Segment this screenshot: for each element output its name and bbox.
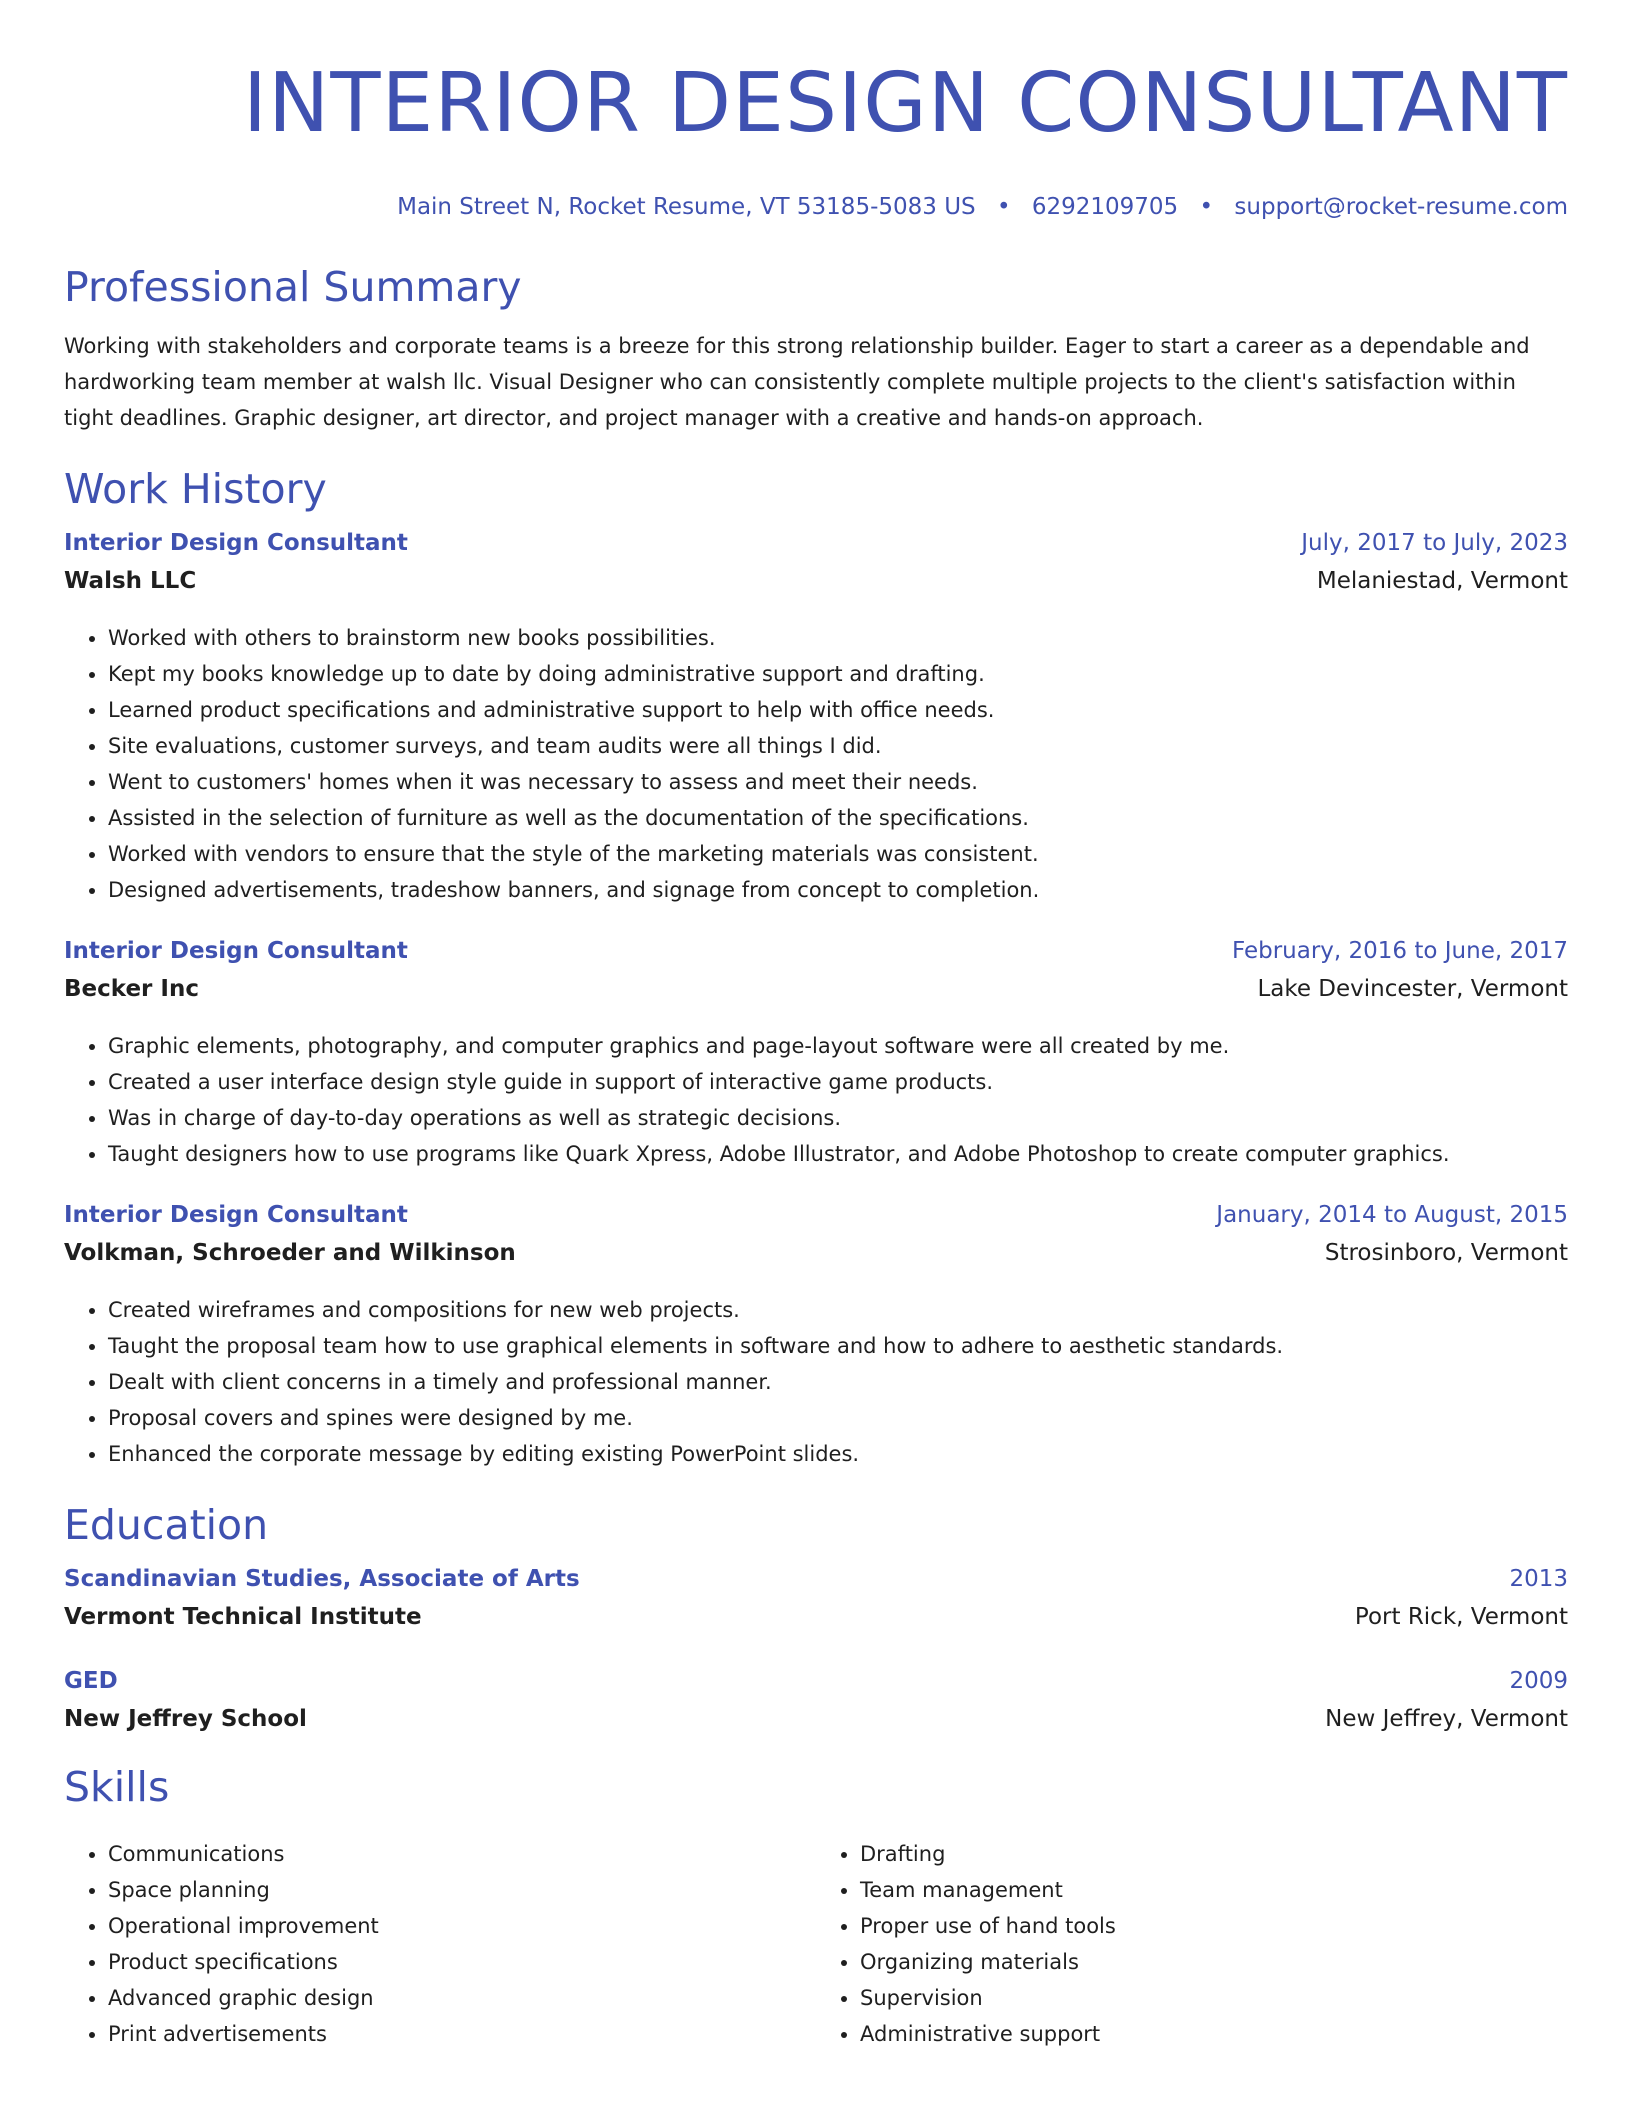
section-heading: Work History — [64, 465, 327, 513]
job-title: Interior Design Consultant — [64, 938, 408, 964]
work-history-section — [64, 464, 1568, 1472]
section-heading: Skills — [64, 1763, 170, 1811]
skill-item: • Advanced graphic design — [108, 1980, 816, 2016]
separator-dot: • — [996, 194, 1011, 220]
job-location: Strosinboro, Vermont — [1324, 1240, 1568, 1266]
skill-item: • Administrative support — [860, 2016, 1568, 2052]
separator-dot: • — [1199, 194, 1214, 220]
list-item: • Created a user interface design style guide in support of interactive game products. — [108, 1064, 1568, 1100]
list-item: • Taught the proposal team how to use graphical elements in software and how to adhere to aesthetic standards. — [108, 1328, 1568, 1364]
degree: Scandinavian Studies, Associate of Arts — [64, 1566, 580, 1592]
job-entry — [64, 528, 1568, 908]
job-bullets — [64, 1028, 1568, 1172]
job-location: Melaniestad, Vermont — [1316, 568, 1568, 594]
list-item: • Created wireframes and compositions for new web projects. — [108, 1292, 1568, 1328]
address: Main Street N, Rocket Resume, VT 53185-5083 US — [397, 194, 976, 220]
school-name: Vermont Technical Institute — [64, 1604, 422, 1630]
school-location: New Jeffrey, Vermont — [1325, 1706, 1568, 1732]
list-item: • Dealt with client concerns in a timely and professional manner. — [108, 1364, 1568, 1400]
job-bullets — [64, 1292, 1568, 1472]
job-company-row — [64, 566, 1568, 596]
email-link[interactable]: support@rocket-resume.com — [1234, 194, 1568, 220]
list-item: • Graphic elements, photography, and computer graphics and page-layout software were all created by me. — [108, 1028, 1568, 1064]
list-item: • Was in charge of day-to-day operations as well as strategic decisions. — [108, 1100, 1568, 1136]
school-name: New Jeffrey School — [64, 1706, 307, 1732]
skill-item: • Product specifications — [108, 1944, 816, 1980]
school-location: Port Rick, Vermont — [1354, 1604, 1568, 1630]
skill-item: • Team management — [860, 1872, 1568, 1908]
list-item: • Worked with vendors to ensure that the style of the marketing materials was consistent. — [108, 836, 1568, 872]
skills-list-right — [816, 1836, 1568, 2052]
job-bullets — [64, 620, 1568, 908]
summary-section — [64, 262, 1568, 436]
list-item: • Proposal covers and spines were designed by me. — [108, 1400, 1568, 1436]
job-title: Interior Design Consultant — [64, 1202, 408, 1228]
company-name: Volkman, Schroeder and Wilkinson — [64, 1240, 516, 1266]
job-company-row — [64, 1238, 1568, 1268]
skills-columns — [64, 1836, 1568, 2052]
job-location: Lake Devincester, Vermont — [1257, 976, 1568, 1002]
list-item: • Enhanced the corporate message by editing existing PowerPoint slides. — [108, 1436, 1568, 1472]
section-heading: Professional Summary — [64, 263, 522, 311]
job-header-row — [64, 936, 1568, 966]
list-item: • Site evaluations, customer surveys, and team audits were all things I did. — [108, 728, 1568, 764]
skill-item: • Print advertisements — [108, 2016, 816, 2052]
education-school-row — [64, 1704, 1568, 1734]
skill-item: • Drafting — [860, 1836, 1568, 1872]
education-header-row — [64, 1666, 1568, 1696]
skill-item: • Operational improvement — [108, 1908, 816, 1944]
job-dates: February, 2016 to June, 2017 — [1231, 938, 1568, 964]
skill-item: • Communications — [108, 1836, 816, 1872]
education-section — [64, 1500, 1568, 1734]
skill-item: • Supervision — [860, 1980, 1568, 2016]
skill-item: • Organizing materials — [860, 1944, 1568, 1980]
job-company-row — [64, 974, 1568, 1004]
list-item: • Kept my books knowledge up to date by doing administrative support and drafting. — [108, 656, 1568, 692]
section-heading: Education — [64, 1501, 269, 1549]
education-school-row — [64, 1602, 1568, 1632]
list-item: • Taught designers how to use programs like Quark Xpress, Adobe Illustrator, and Adobe Photoshop to create computer graphics. — [108, 1136, 1568, 1172]
job-dates: July, 2017 to July, 2023 — [1301, 530, 1568, 556]
company-name: Walsh LLC — [64, 568, 197, 594]
graduation-year: 2009 — [1509, 1668, 1568, 1694]
company-name: Becker Inc — [64, 976, 199, 1002]
job-entry — [64, 936, 1568, 1172]
list-item: • Worked with others to brainstorm new books possibilities. — [108, 620, 1568, 656]
job-title: Interior Design Consultant — [64, 530, 408, 556]
job-dates: January, 2014 to August, 2015 — [1216, 1202, 1568, 1228]
phone: 6292109705 — [1031, 194, 1179, 220]
list-item: • Learned product specifications and administrative support to help with office needs. — [108, 692, 1568, 728]
graduation-year: 2013 — [1509, 1566, 1568, 1592]
resume-title: INTERIOR DESIGN CONSULTANT — [242, 56, 1568, 151]
skills-list-left — [64, 1836, 816, 2052]
skills-section — [64, 1762, 1568, 2052]
job-header-row — [64, 528, 1568, 558]
contact-line — [64, 192, 1568, 222]
list-item: • Went to customers' homes when it was necessary to assess and meet their needs. — [108, 764, 1568, 800]
skill-item: • Proper use of hand tools — [860, 1908, 1568, 1944]
education-entry — [64, 1666, 1568, 1734]
list-item: • Designed advertisements, tradeshow banners, and signage from concept to completion. — [108, 872, 1568, 908]
education-entry — [64, 1564, 1568, 1632]
degree: GED — [64, 1668, 118, 1694]
skill-item: • Space planning — [108, 1872, 816, 1908]
summary-text: Working with stakeholders and corporate teams is a breeze for this strong relationship builder. Eager to start a career as a dependable and hardworking team member at walsh llc. Visual Designer who can consistently complete multiple projects to the client's satisfaction within tight deadlines. Graphic designer, art director, and project manager with a creative and hands-on approach. — [64, 334, 1530, 430]
job-header-row — [64, 1200, 1568, 1230]
job-entry — [64, 1200, 1568, 1472]
list-item: • Assisted in the selection of furniture as well as the documentation of the specifications. — [108, 800, 1568, 836]
education-header-row — [64, 1564, 1568, 1594]
